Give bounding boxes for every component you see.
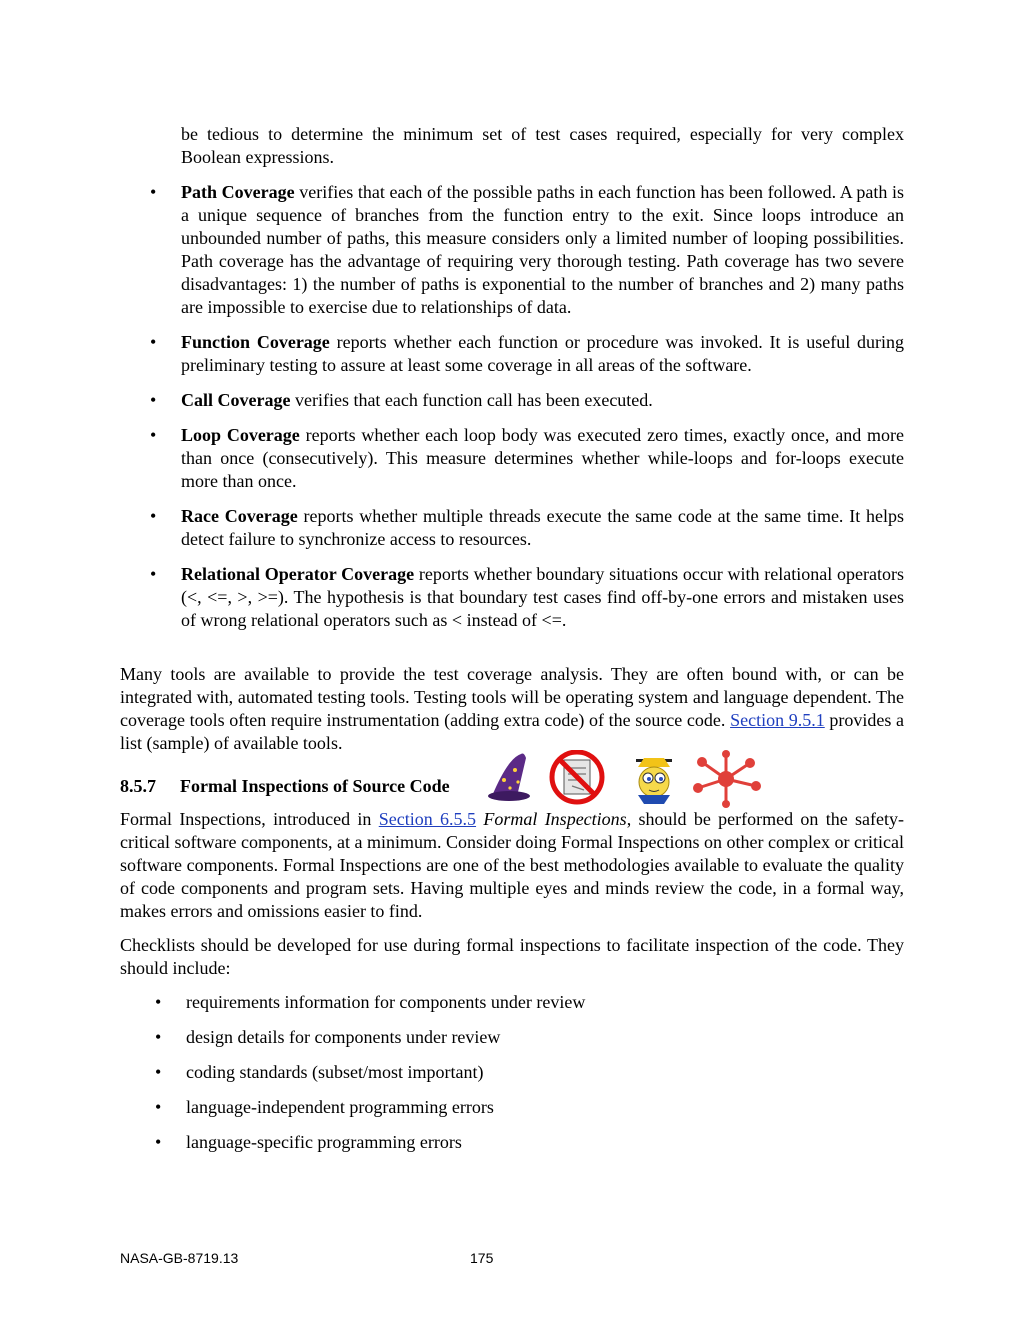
term: Call Coverage [181,390,291,410]
term: Loop Coverage [181,425,300,445]
checklist-list [120,991,904,1154]
term: Race Coverage [181,506,298,526]
bullet-icon: • [150,182,157,202]
list-item: • requirements information for components under review [155,992,586,1012]
checklist-paragraph: Checklists should be developed for use during formal inspections to facilitate inspection of the code. They should include: [120,935,904,978]
tools-paragraph: Many tools are available to provide the test coverage analysis. They are often bound with, or can be integrated with, automated testing tools. Testing tools will be operating system and language dependent. The coverage tools often require instrumentation (adding extra code) of the source code. Section 9.5.1 provides a list (sample) of available tools. [120,664,905,753]
term: Function Coverage [181,332,330,352]
list-item: • Function Coverage reports whether each function or procedure was invoked. It is useful during preliminary testing to assure at least some coverage in all areas of the software. [150,332,905,375]
list-item: • Loop Coverage reports whether each loop body was executed zero times, exactly once, and more than once (consecutively). This measure determines whether while-loops and for-loops execute more than once. [150,425,904,491]
bullet-icon: • [150,425,157,445]
bullet-icon: • [155,1132,162,1152]
section-6-5-5-link[interactable]: Section 6.5.5 [378,809,477,829]
bullet-icon: • [155,1097,162,1117]
section-9-5-1-link[interactable]: Section 9.5.1 [730,710,825,730]
bullet-icon: • [150,506,157,526]
no-paper-icon [552,752,602,802]
coverage-list [120,181,904,632]
bullet-icon: • [155,1062,162,1082]
bullet-icon: • [150,390,157,410]
term: Path Coverage [181,182,295,202]
section-title: Formal Inspections of Source Code [180,776,450,796]
list-item: • Path Coverage verifies that each of the possible paths in each function has been followed. A path is a unique sequence of branches from the function entry to the exit. Since loops introduce an unbounded number of paths, this measure considers only a limited number of looping possibilities. Path coverage has the advantage of requiring very thorough testing. Path coverage has two severe disadvantages: 1) the number of paths is exponential to the number of branches and 2) many paths are impossible to exercise due to relationships of data. [150,182,905,317]
list-item: • design details for components under review [155,1027,501,1047]
section-icons [488,750,763,808]
bullet-icon: • [150,332,157,352]
formal-inspections-paragraph: Formal Inspections, introduced in Section 6.5.5 Formal Inspections, should be performed on the safety-critical software components, at a minimum. Consider doing Formal Inspections on other complex or critical software components. Formal Inspections are one of the best methodologies available to evaluate the quality of code components and program sets. Having multiple eyes and minds review the code, in a formal way, makes errors and omissions easier to find. [120,809,905,921]
list-item: • Call Coverage verifies that each function call has been executed. [150,390,653,410]
footer-page-number: 175 [470,1250,494,1266]
section-number: 8.5.7 [120,776,156,796]
network-molecule-icon [693,750,761,808]
list-item: • Relational Operator Coverage reports whether boundary situations occur with relational operators (<, <=, >, >=). The hypothesis is that boundary test cases find off-by-one errors and mistaken uses of wrong relational operators such as < instead of <=. [150,564,904,630]
list-item: • coding standards (subset/most important) [155,1062,484,1082]
section-heading [120,775,450,798]
term: Relational Operator Coverage [181,564,415,584]
bullet-icon: • [155,1027,162,1047]
list-item: • language-specific programming errors [155,1132,462,1152]
footer-doc-id: NASA-GB-8719.13 [120,1250,239,1266]
bullet-icon: • [150,564,157,584]
continued-paragraph: be tedious to determine the minimum set of test cases required, especially for very complex Boolean expressions. [181,124,904,167]
list-item: • language-independent programming errors [155,1097,494,1117]
list-item: • Race Coverage reports whether multiple threads execute the same code at the same time. It helps detect failure to synchronize access to resources. [150,506,904,549]
bullet-icon: • [155,992,162,1012]
wizard-hat-icon [488,754,530,802]
inspector-eye-icon [636,758,672,804]
